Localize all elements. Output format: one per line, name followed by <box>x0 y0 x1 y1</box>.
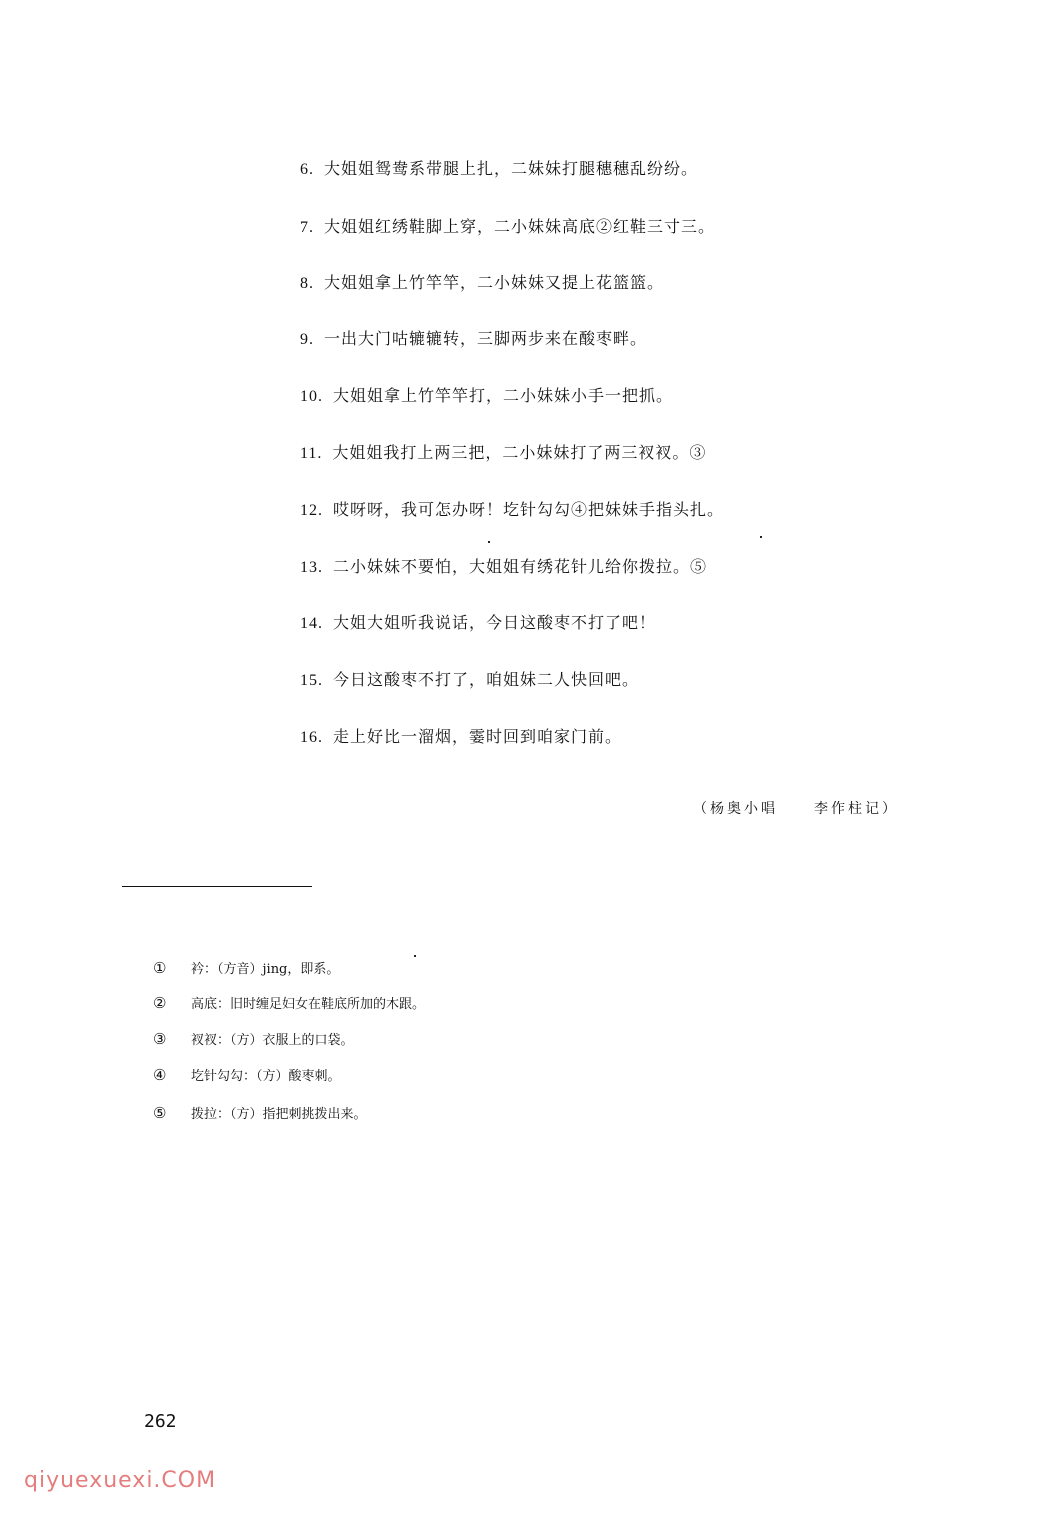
verse-line <box>300 556 707 579</box>
singer-credit: （杨奥小唱 <box>693 801 778 817</box>
footnote-marker: ④ <box>153 1066 167 1084</box>
verse-text: 哎呀呀，我可怎办呀！圪针勾勾④把妹妹手指头扎。 <box>333 500 725 519</box>
footnote-text: 衩衩：（方）衣服上的口袋。 <box>191 1033 354 1048</box>
verse-line <box>300 385 673 408</box>
scan-speck <box>488 541 490 543</box>
verse-text: 大姐姐我打上两三把，二小妹妹打了两三衩衩。③ <box>332 443 707 462</box>
performer-credit <box>693 798 899 818</box>
verse-number: 13. <box>300 559 323 576</box>
footnote-item <box>153 1103 367 1125</box>
scan-speck <box>414 955 416 957</box>
verse-text: 二小妹妹不要怕，大姐姐有绣花针儿给你拨拉。⑤ <box>333 557 708 576</box>
footnote-text: 拨拉：（方）指把刺挑拨出来。 <box>191 1107 367 1122</box>
footnote-item <box>153 993 425 1015</box>
verse-line <box>300 272 664 295</box>
verse-number: 12. <box>300 502 323 519</box>
footnote-text: 衿：（方音）jing，即系。 <box>191 962 340 977</box>
footnote-marker: ② <box>153 994 167 1012</box>
verse-text: 大姐姐鸳鸯系带腿上扎，二妹妹打腿穗穗乱纷纷。 <box>324 159 699 178</box>
verse-number: 8. <box>300 275 314 292</box>
verse-number: 6. <box>300 161 314 178</box>
verse-line <box>300 499 724 522</box>
verse-text: 大姐姐拿上竹竿竿打，二小妹妹小手一把抓。 <box>333 386 674 405</box>
verse-number: 11. <box>300 445 323 462</box>
verse-line <box>300 442 706 465</box>
footnote-marker: ③ <box>153 1030 167 1048</box>
footnote-text: 高底：旧时缠足妇女在鞋底所加的木跟。 <box>191 997 426 1012</box>
verse-text: 大姐姐拿上竹竿竿，二小妹妹又提上花篮篮。 <box>324 273 665 292</box>
footnote-marker: ⑤ <box>153 1104 167 1122</box>
footnote-item <box>153 958 339 980</box>
footnote-divider <box>122 886 312 887</box>
verse-number: 16. <box>300 729 323 746</box>
verse-text: 大姐大姐听我说话，今日这酸枣不打了吧！ <box>333 613 657 632</box>
footnote-item <box>153 1065 341 1087</box>
site-watermark: qiyuexuexi.COM <box>24 1468 217 1493</box>
verse-number: 9. <box>300 331 314 348</box>
verse-line <box>300 612 656 635</box>
verse-line <box>300 669 639 692</box>
verse-text: 一出大门咕辘辘转，三脚两步来在酸枣畔。 <box>324 329 648 348</box>
verse-text: 走上好比一溜烟，霎时回到咱家门前。 <box>333 727 623 746</box>
verse-number: 15. <box>300 672 323 689</box>
verse-line <box>300 216 715 239</box>
verse-number: 10. <box>300 388 323 405</box>
verse-line <box>300 158 698 181</box>
verse-line <box>300 726 622 749</box>
verse-number: 7. <box>300 219 314 236</box>
verse-text: 大姐姐红绣鞋脚上穿，二小妹妹高底②红鞋三寸三。 <box>324 217 716 236</box>
footnote-text: 圪针勾勾：（方）酸枣刺。 <box>191 1069 341 1084</box>
verse-number: 14. <box>300 615 323 632</box>
verse-line <box>300 328 647 351</box>
footnote-marker: ① <box>153 959 167 977</box>
recorder-credit: 李作柱记） <box>814 801 899 817</box>
footnote-item <box>153 1029 354 1051</box>
page-number: 262 <box>144 1411 177 1432</box>
verse-text: 今日这酸枣不打了，咱姐妹二人快回吧。 <box>333 670 640 689</box>
scan-speck <box>760 536 762 538</box>
